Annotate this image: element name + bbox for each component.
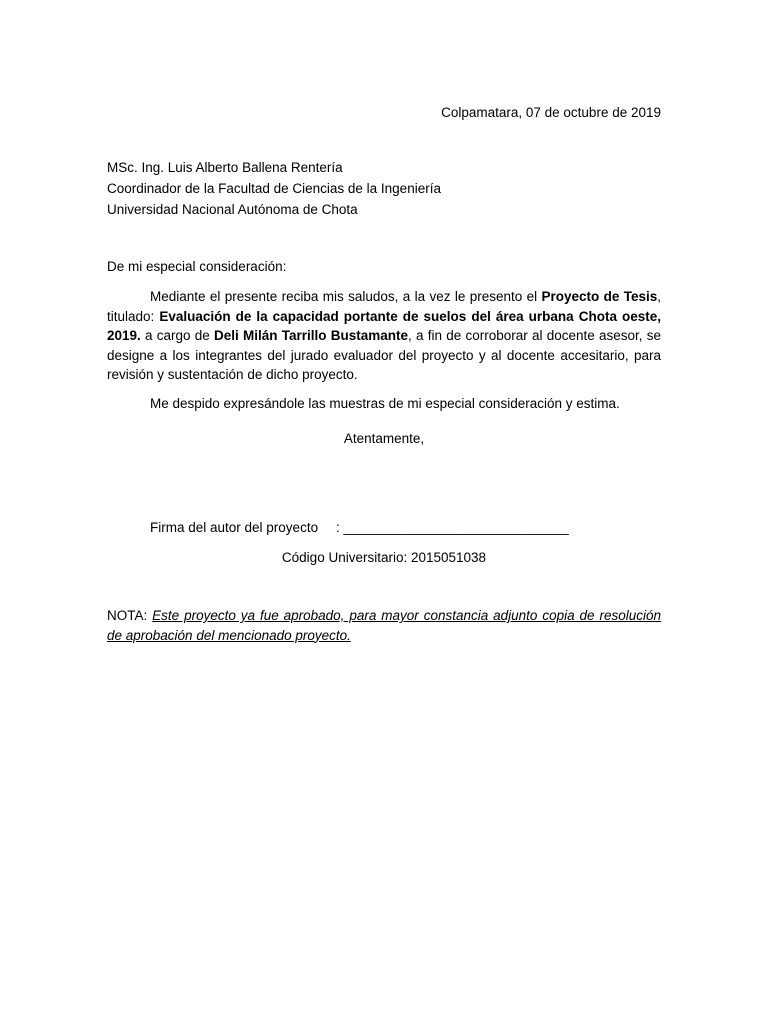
- body-charge-of: a cargo de: [140, 328, 215, 343]
- author-name: Deli Milán Tarrillo Bustamante: [214, 328, 408, 343]
- body-rest: , a fin de corroborar al docente asesor, se designe a los integrantes del jurado evaluador del proyecto y al docente accesitario, para revisión y sustentación de dicho proyecto.: [107, 328, 661, 382]
- body-titled: , titulado:: [107, 289, 661, 324]
- note-label: NOTA:: [107, 608, 153, 623]
- recipient-block: [107, 158, 661, 221]
- closing: Atentamente,: [343, 431, 425, 446]
- project-title: Evaluación de la capacidad portante de suelos del área urbana Chota oeste, 2019.: [107, 308, 661, 343]
- date-line: Colpamatara, 07 de octubre de 2019: [441, 105, 661, 120]
- recipient-name: MSc. Ing. Luis Alberto Ballena Rentería: [107, 160, 343, 175]
- salutation: De mi especial consideración:: [107, 259, 287, 274]
- note-text: Este proyecto ya fue aprobado, para mayor constancia adjunto copia de resolución de aprobación del mencionado proyecto.: [107, 608, 661, 643]
- project-label: Proyecto de Tesis: [541, 289, 658, 304]
- signature-line: [150, 518, 569, 538]
- body-paragraph: [107, 287, 661, 385]
- body-intro: Mediante el presente reciba mis saludos, a la vez le presento el: [150, 289, 542, 304]
- recipient-position: Coordinador de la Facultad de Ciencias de la Ingeniería: [107, 181, 441, 196]
- university-code: Código Universitario: 2015051038: [281, 550, 487, 565]
- signature-blank: : ______________________________: [336, 520, 569, 535]
- farewell-line: Me despido expresándole las muestras de mi especial consideración y estima.: [150, 396, 620, 411]
- signature-label: Firma del autor del proyecto: [150, 520, 319, 535]
- recipient-institution: Universidad Nacional Autónoma de Chota: [107, 202, 358, 217]
- note-paragraph: [107, 606, 661, 645]
